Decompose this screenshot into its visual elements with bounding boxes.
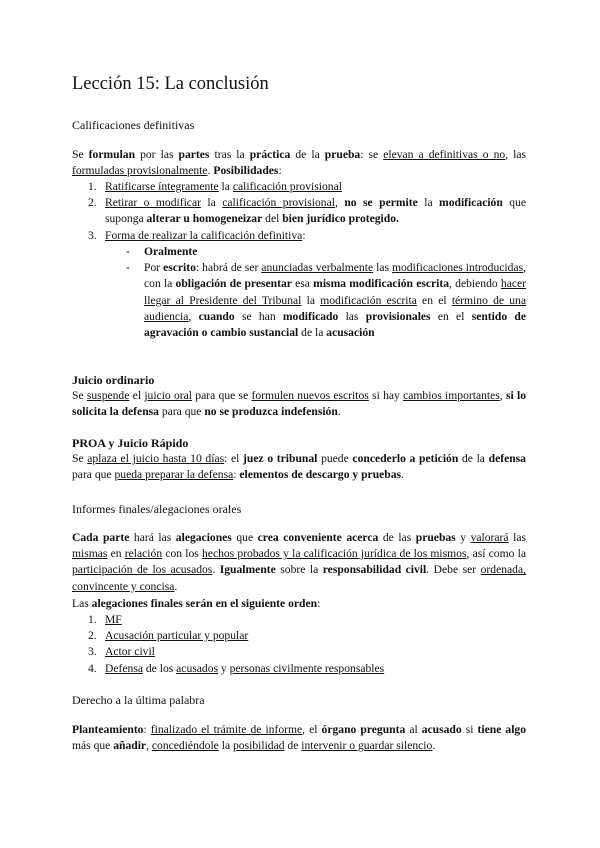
underlined-text: modificación escrita (320, 293, 417, 307)
bold-text: defensa (488, 452, 526, 465)
text-run: Se (72, 452, 88, 465)
text-run: de (284, 739, 302, 753)
underlined-text: Defensa (105, 661, 143, 675)
bold-text: partes (178, 148, 210, 161)
text-run: Por (144, 261, 164, 275)
list-item (72, 179, 526, 195)
list-item-text (105, 645, 155, 658)
underlined-text: intervenir o guardar silencio (301, 739, 433, 753)
text-run: : (143, 723, 151, 736)
list-item (72, 195, 526, 227)
text-run: , (499, 389, 506, 402)
text-run: la (218, 739, 233, 753)
bold-text: no se produzca indefensión (204, 405, 338, 419)
underlined-text: participación de los acusados (72, 563, 213, 577)
list-item-text (105, 229, 306, 242)
bold-text: órgano pregunta (321, 723, 406, 736)
text-run: : (302, 228, 306, 242)
forma-sublist (72, 244, 526, 341)
text-run: puede (317, 452, 353, 465)
text-run: Se (72, 389, 87, 402)
text-run: hará las (129, 531, 176, 544)
paragraph-calificaciones-intro (72, 147, 526, 179)
bold-text: no se permite (344, 196, 418, 210)
list-number: 1. (88, 613, 97, 626)
text-run: en el (430, 309, 472, 323)
underlined-text: término de una audiencia (144, 293, 526, 323)
text-run: la (218, 180, 233, 193)
underlined-text: juicio oral (144, 389, 193, 402)
list-item-text (105, 629, 248, 642)
text-run: tras la (209, 148, 250, 161)
underlined-text: calificación provisional (222, 196, 335, 210)
text-run: el (129, 389, 145, 402)
underlined-text: hechos probados y la calificación jurídica de los mismos (202, 547, 467, 561)
list-item (72, 644, 526, 660)
bold-text: Cada parte (72, 531, 130, 544)
paragraph-informes (72, 530, 526, 595)
text-run: . (432, 739, 436, 753)
list-number: 2. (88, 629, 97, 643)
text-run: las (508, 531, 526, 544)
section-heading-juicio-ordinario: Juicio ordinario (72, 373, 155, 387)
sublist-item-text (144, 261, 526, 339)
bold-text: si lo solicita la defensa (72, 389, 526, 419)
paragraph-ultima-palabra (72, 722, 526, 754)
text-run: la (417, 196, 440, 210)
bold-text: prueba (324, 148, 361, 161)
bold-text: sentido de agravación o cambio sustancial (144, 309, 526, 340)
text-run: : se (360, 148, 384, 161)
list-number: 2. (88, 196, 97, 210)
text-run: las (373, 261, 392, 275)
sublist-item (72, 260, 526, 341)
paragraph-proa (72, 451, 526, 483)
list-number: 4. (88, 661, 97, 675)
bold-text: misma modificación escrita (313, 277, 450, 291)
bold-text: modificado (282, 309, 339, 323)
text-run: al (405, 723, 422, 736)
text-run: por las (135, 148, 179, 161)
underlined-text: suspende (86, 389, 130, 402)
text-run: : (317, 597, 321, 610)
text-run: de la (298, 326, 327, 340)
bold-text: Oralmente (144, 245, 198, 258)
underlined-text: modificaciones introducidas (391, 261, 524, 275)
list-item (72, 612, 526, 628)
underlined-text: mismas (72, 547, 108, 561)
text-run: : (233, 468, 240, 482)
underlined-text: relación (124, 547, 163, 561)
text-run: : (278, 164, 282, 178)
section-heading-informes: Informes finales/alegaciones orales (72, 502, 242, 516)
underlined-text: Actor civil (105, 645, 155, 659)
underlined-text: aplaza el juicio hasta 10 días (87, 452, 225, 465)
underlined-text: MF (105, 613, 122, 626)
sublist-item-text (144, 245, 197, 258)
list-number: 3. (88, 228, 97, 242)
list-item (72, 228, 526, 244)
sublist-item (72, 244, 526, 260)
text-run: , las (505, 148, 527, 161)
section-heading-calificaciones: Calificaciones definitivas (72, 118, 195, 132)
text-run: , debiendo (449, 277, 501, 291)
bold-text: alegaciones finales serán en el siguiente orden (91, 597, 318, 610)
underlined-text: posibilidad (233, 739, 285, 753)
bold-text: añadir (113, 739, 147, 753)
section-heading-ultima-palabra: Derecho a la última palabra (72, 693, 205, 707)
underlined-text: hacer llegar al Presidente del Tribunal (144, 277, 526, 307)
underlined-text: anunciadas verbalmente (261, 261, 374, 275)
text-run: para que (72, 468, 115, 482)
underlined-text: Forma de realizar la calificación definitiva (105, 228, 303, 242)
text-run: y (455, 531, 471, 544)
underlined-text: pueda preparar la defensa (114, 468, 234, 482)
dash-marker: - (126, 261, 130, 275)
text-run: en (107, 547, 125, 561)
underlined-text: acusados (176, 661, 219, 675)
text-run: esa (291, 277, 314, 291)
orden-list (72, 612, 526, 677)
text-run: , (188, 309, 199, 323)
list-item (72, 661, 526, 677)
text-run: con los (162, 547, 202, 561)
bold-text: juez o tribunal (243, 452, 318, 465)
list-item-text (105, 613, 122, 626)
underlined-text: Retirar o modificar (105, 196, 201, 210)
list-item (72, 628, 526, 644)
text-run: : el (224, 452, 244, 465)
bold-text: alterar u homogeneizar (146, 212, 263, 226)
text-run: para que se (192, 389, 252, 402)
bold-text: responsabilidad civil (322, 563, 427, 577)
bold-text: bien jurídico protegido. (282, 212, 399, 226)
underlined-text: formuladas provisionalmente (72, 164, 208, 178)
text-run: las (338, 309, 366, 323)
underlined-text: elevan a definitivas o no (383, 148, 506, 161)
text-run: Las (72, 597, 92, 610)
bold-text: alegaciones (175, 531, 232, 544)
underlined-text: Acusación particular y popular (105, 629, 249, 643)
bold-text: tiene algo (477, 723, 527, 736)
bold-text: crea conveniente acerca (257, 531, 379, 544)
text-run: que suponga (105, 196, 527, 226)
dash-marker: - (126, 245, 130, 258)
text-run: sobre la (275, 563, 323, 577)
text-run: : habrá de ser (195, 261, 262, 275)
underlined-text: personas civilmente responsables (229, 661, 385, 675)
text-run: de la (290, 148, 325, 161)
list-item-text (105, 180, 342, 193)
text-run: . Debe ser (426, 563, 481, 577)
text-run: del (262, 212, 283, 226)
text-run: de la (458, 452, 489, 465)
text-run: para que (158, 405, 205, 419)
bold-text: Igualmente (219, 563, 276, 577)
text-run: , (146, 739, 152, 753)
underlined-text: valorará (470, 531, 509, 544)
underlined-text: ordenada, convincente y concisa (72, 563, 526, 593)
list-item-text (105, 196, 526, 225)
text-run: se han (234, 309, 283, 323)
text-run: en el (416, 293, 452, 307)
underlined-text: cambios importantes (403, 389, 500, 402)
section-heading-proa: PROA y Juicio Rápido (72, 436, 189, 450)
bold-text: modificación (439, 196, 503, 210)
text-run: . (337, 405, 341, 419)
bold-text: escrito (163, 261, 196, 275)
text-run: , así como la (466, 547, 526, 561)
text-run: si (461, 723, 478, 736)
text-run: , con la (144, 261, 526, 291)
text-run: y (218, 661, 230, 675)
text-run: . (401, 468, 404, 482)
text-run: . (174, 579, 178, 593)
underlined-text: Ratificarse íntegramente (105, 180, 219, 193)
text-run: la (301, 293, 321, 307)
text-run: , el (302, 723, 322, 736)
bold-text: Posibilidades (213, 164, 279, 178)
bold-text: acusación (326, 326, 375, 340)
page-title: Lección 15: La conclusión (72, 74, 269, 94)
bold-text: práctica (249, 148, 291, 161)
text-run: de los (142, 661, 177, 675)
list-number: 3. (88, 645, 97, 659)
list-number: 1. (88, 180, 97, 193)
underlined-text: formulen nuevos escritos (251, 389, 369, 402)
text-run: que (231, 531, 258, 544)
text-run: Se (72, 148, 89, 161)
paragraph-orden-intro (72, 596, 526, 612)
bold-text: provisionales (365, 309, 431, 323)
bold-text: pruebas (415, 531, 456, 544)
bold-text: formulan (88, 148, 136, 161)
bold-text: acusado (421, 723, 462, 736)
bold-text: obligación de presentar (175, 277, 292, 291)
bold-text: elementos de descargo y pruebas (239, 468, 402, 482)
bold-text: cuando (198, 309, 235, 323)
text-run: más que (72, 739, 114, 753)
bold-text: Planteamiento (72, 723, 144, 736)
text-run: , (334, 196, 345, 210)
text-run: la (200, 196, 223, 210)
text-run: si hay (368, 389, 404, 402)
underlined-text: finalizado el trámite de informe (150, 723, 303, 736)
text-run: . (207, 164, 214, 178)
underlined-text: concediéndole (151, 739, 219, 753)
list-item-text (105, 662, 384, 675)
text-run: de las (378, 531, 416, 544)
calificaciones-list (72, 179, 526, 244)
text-run: . (212, 563, 220, 577)
paragraph-juicio-ordinario (72, 388, 526, 420)
underlined-text: calificación provisional (232, 180, 342, 193)
bold-text: concederlo a petición (352, 452, 459, 465)
